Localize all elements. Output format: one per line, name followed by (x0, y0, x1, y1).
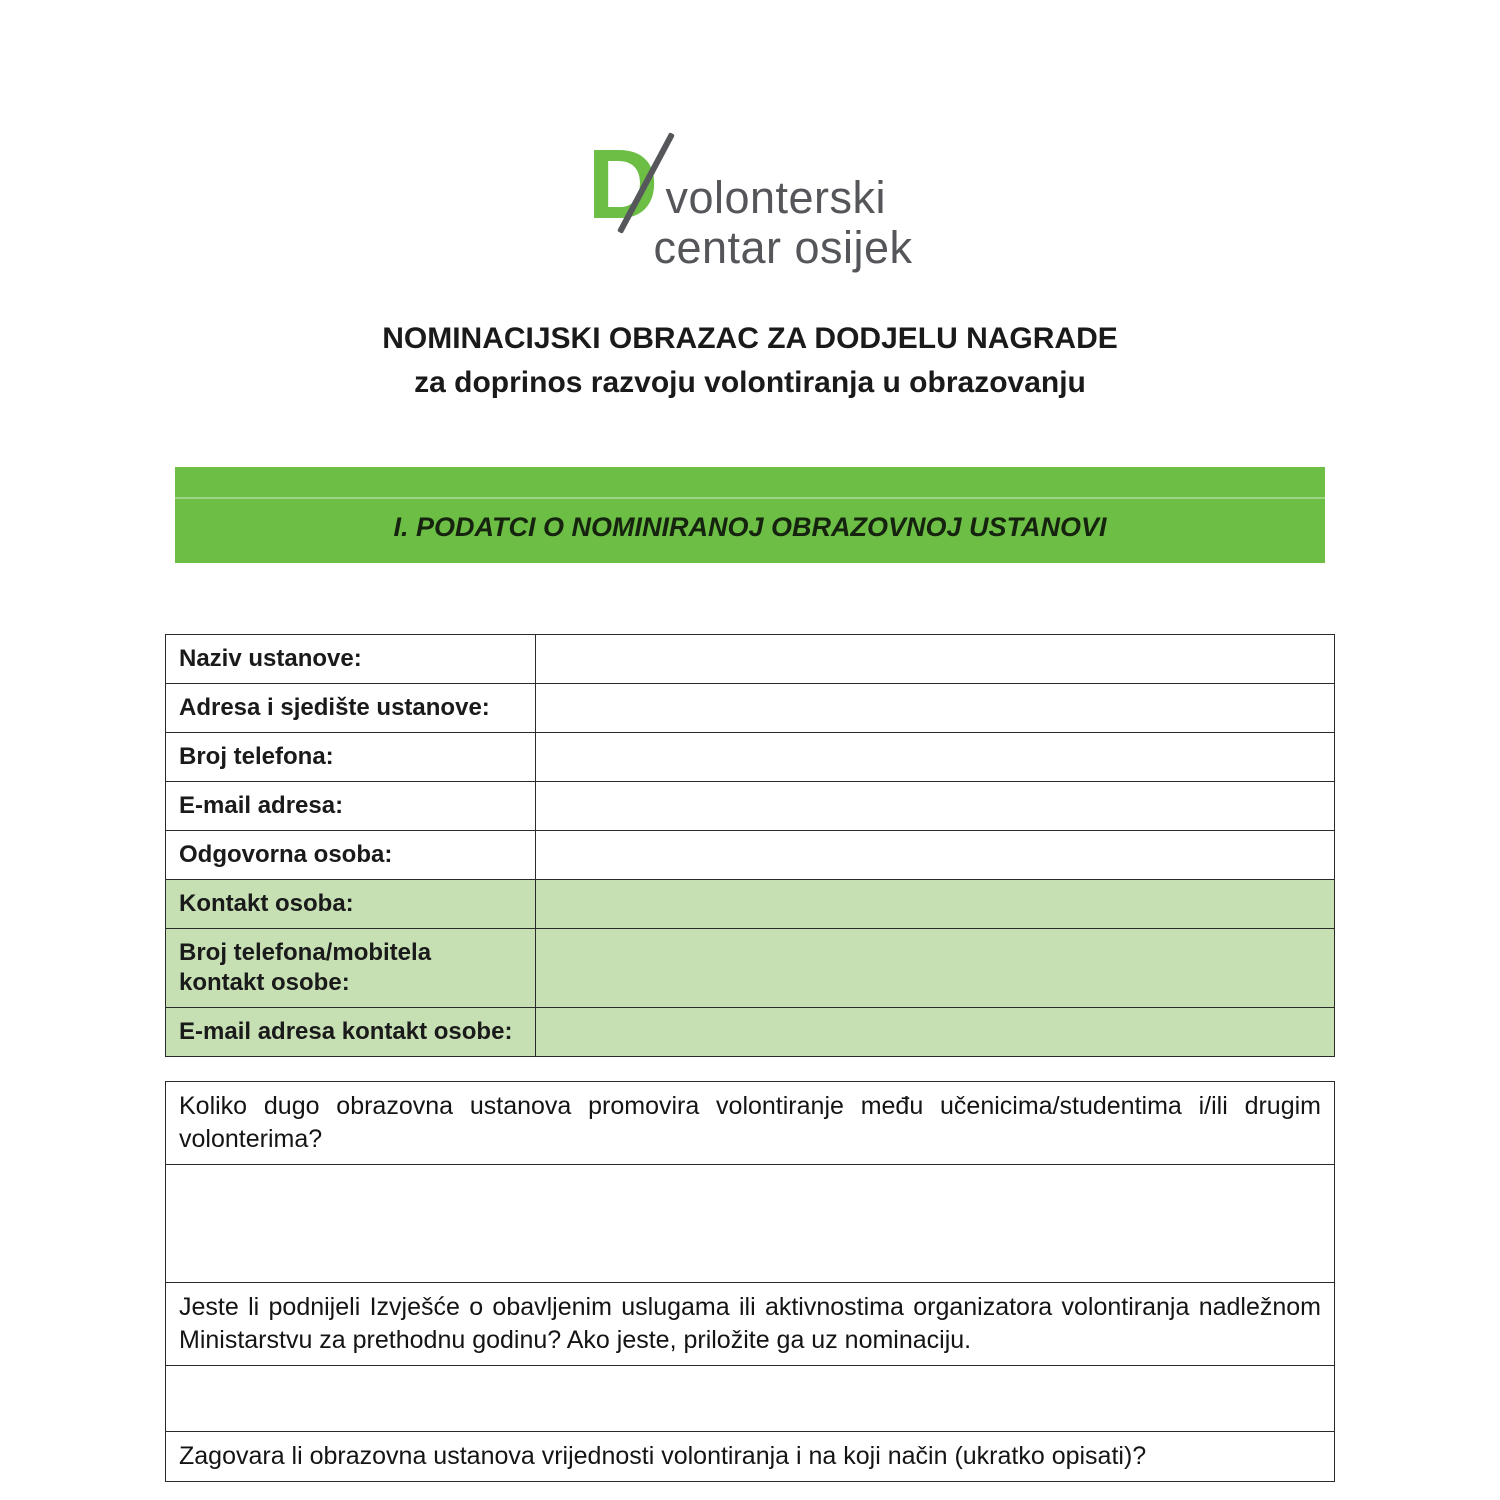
table-row (166, 635, 1335, 684)
questions-table (165, 1081, 1335, 1482)
question-answer-1[interactable] (166, 1165, 1335, 1283)
field-value-naziv-ustanove[interactable] (536, 635, 1335, 684)
field-value-broj-telefona[interactable] (536, 733, 1335, 782)
table-row (166, 733, 1335, 782)
field-label-kontakt-osoba: Kontakt osoba: (166, 880, 536, 929)
table-row (166, 880, 1335, 929)
field-value-kontakt-osoba[interactable] (536, 880, 1335, 929)
field-value-email[interactable] (536, 782, 1335, 831)
field-label-email: E-mail adresa: (166, 782, 536, 831)
question-row (166, 1082, 1335, 1165)
question-row (166, 1432, 1335, 1482)
institution-table (165, 634, 1335, 1057)
section-banner (175, 467, 1325, 563)
table-row (166, 831, 1335, 880)
table-row (166, 684, 1335, 733)
field-label-naziv-ustanove: Naziv ustanove: (166, 635, 536, 684)
table-row (166, 929, 1335, 1008)
question-prompt-1: Koliko dugo obrazovna ustanova promovira volontiranje među učenicima/studentima i/ili drugim volonterima? (166, 1082, 1335, 1165)
logo-letter-d: D (587, 129, 659, 239)
table-row (166, 782, 1335, 831)
field-value-broj-telefona-kontakt[interactable] (536, 929, 1335, 1008)
field-value-adresa[interactable] (536, 684, 1335, 733)
title-line2: za doprinos razvoju volontiranja u obrazovanju (414, 366, 1086, 399)
section-banner-label: I. PODATCI O NOMINIRANOJ OBRAZOVNOJ USTANOVI (393, 511, 1107, 542)
document-title (165, 317, 1335, 405)
document-content (165, 129, 1335, 1482)
answer-row (166, 1165, 1335, 1283)
field-value-email-kontakt[interactable] (536, 1008, 1335, 1057)
question-prompt-3: Zagovara li obrazovna ustanova vrijednosti volontiranja i na koji način (ukratko opisati)? (166, 1432, 1335, 1482)
table-row (166, 1008, 1335, 1057)
answer-row (166, 1366, 1335, 1432)
logo-line1: volonterski (665, 172, 887, 223)
question-row (166, 1283, 1335, 1366)
logo-mark-icon (587, 129, 665, 245)
logo-text (653, 172, 913, 273)
field-label-odgovorna-osoba: Odgovorna osoba: (166, 831, 536, 880)
field-label-adresa: Adresa i sjedište ustanove: (166, 684, 536, 733)
title-line1: NOMINACIJSKI OBRAZAC ZA DODJELU NAGRADE (382, 322, 1118, 355)
question-prompt-2: Jeste li podnijeli Izvješće o obavljenim uslugama ili aktivnostima organizatora volontiranja nadležnom Ministarstvu za prethodnu godinu? Ako jeste, priložite ga uz nominaciju. (166, 1283, 1335, 1366)
logo (165, 129, 1335, 273)
field-label-broj-telefona-kontakt: Broj telefona/mobitela kontakt osobe: (166, 929, 536, 1008)
logo-row (587, 129, 913, 273)
field-label-broj-telefona: Broj telefona: (166, 733, 536, 782)
question-answer-2[interactable] (166, 1366, 1335, 1432)
logo-line2: centar osijek (653, 222, 913, 273)
field-value-odgovorna-osoba[interactable] (536, 831, 1335, 880)
field-label-email-kontakt: E-mail adresa kontakt osobe: (166, 1008, 536, 1057)
